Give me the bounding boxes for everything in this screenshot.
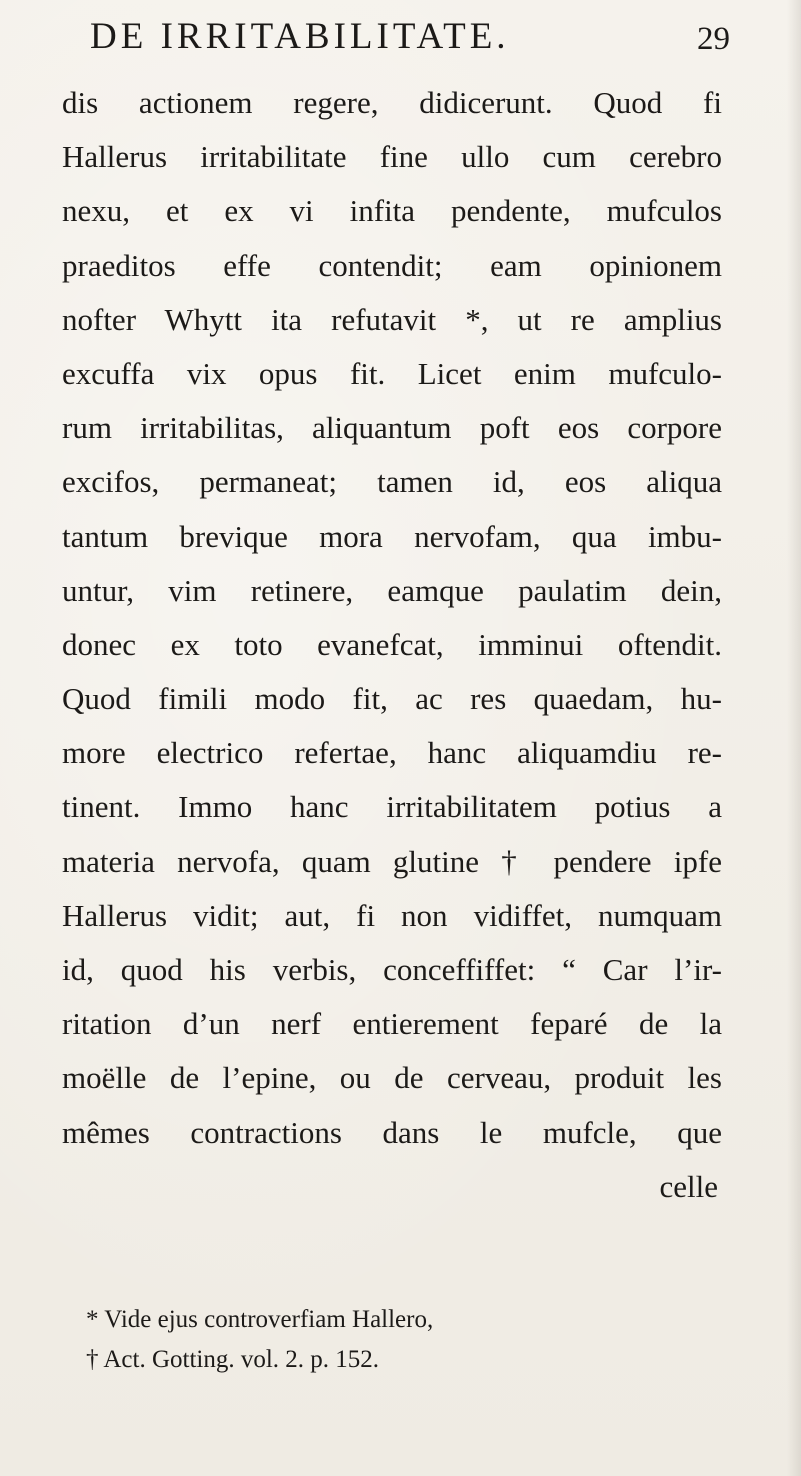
text-line: tantum brevique mora nervofam, qua imbu-	[62, 518, 722, 554]
running-head	[90, 14, 730, 60]
text-line: Hallerus irritabilitate fine ullo cum cerebro	[62, 139, 722, 175]
text-line: id, quod his verbis, conceffiffet: “ Car l’ir-	[62, 952, 722, 987]
text-line: rum irritabilitas, aliquantum poft eos corpore	[62, 410, 722, 446]
footnote-asterisk: * Vide ejus controverfiam Hallero,	[86, 1306, 434, 1333]
text-line: Hallerus vidit; aut, fi non vidiffet, numquam	[62, 897, 722, 933]
running-title: DE IRRITABILITATE.	[90, 16, 510, 57]
body-text	[62, 76, 722, 1214]
footnote-dagger: † Act. Gotting. vol. 2. p. 152.	[86, 1346, 380, 1373]
page-edge-shadow	[787, 0, 801, 1476]
catchword: celle	[659, 1168, 718, 1204]
text-line: excifos, permaneat; tamen id, eos aliqua	[62, 464, 722, 500]
text-line: more electrico refertae, hanc aliquamdiu re-	[62, 735, 722, 771]
text-line: ritation d’un nerf entierement feparé de la	[62, 1006, 722, 1042]
text-line: materia nervofa, quam glutine † pendere ipfe	[62, 843, 722, 879]
text-line: excuffa vix opus fit. Licet enim mufculo-	[62, 355, 722, 391]
text-line: donec ex toto evanefcat, imminui oftendit.	[62, 626, 722, 662]
text-line: Quod fimili modo fit, ac res quaedam, hu-	[62, 681, 722, 717]
text-line: untur, vim retinere, eamque paulatim dein,	[62, 572, 722, 608]
page-number: 29	[697, 21, 730, 57]
text-line: nofter Whytt ita refutavit *, ut re amplius	[62, 301, 722, 337]
text-line: dis actionem regere, didicerunt. Quod fi	[62, 85, 722, 120]
text-line: tinent. Immo hanc irritabilitatem potius a	[62, 789, 722, 825]
text-line: moëlle de l’epine, ou de cerveau, produit les	[62, 1060, 722, 1096]
text-line: nexu, et ex vi infita pendente, mufculos	[62, 193, 722, 229]
footnotes	[86, 1300, 646, 1380]
text-line: mêmes contractions dans le mufcle, que	[62, 1114, 722, 1150]
text-line: praeditos effe contendit; eam opinionem	[62, 247, 722, 283]
